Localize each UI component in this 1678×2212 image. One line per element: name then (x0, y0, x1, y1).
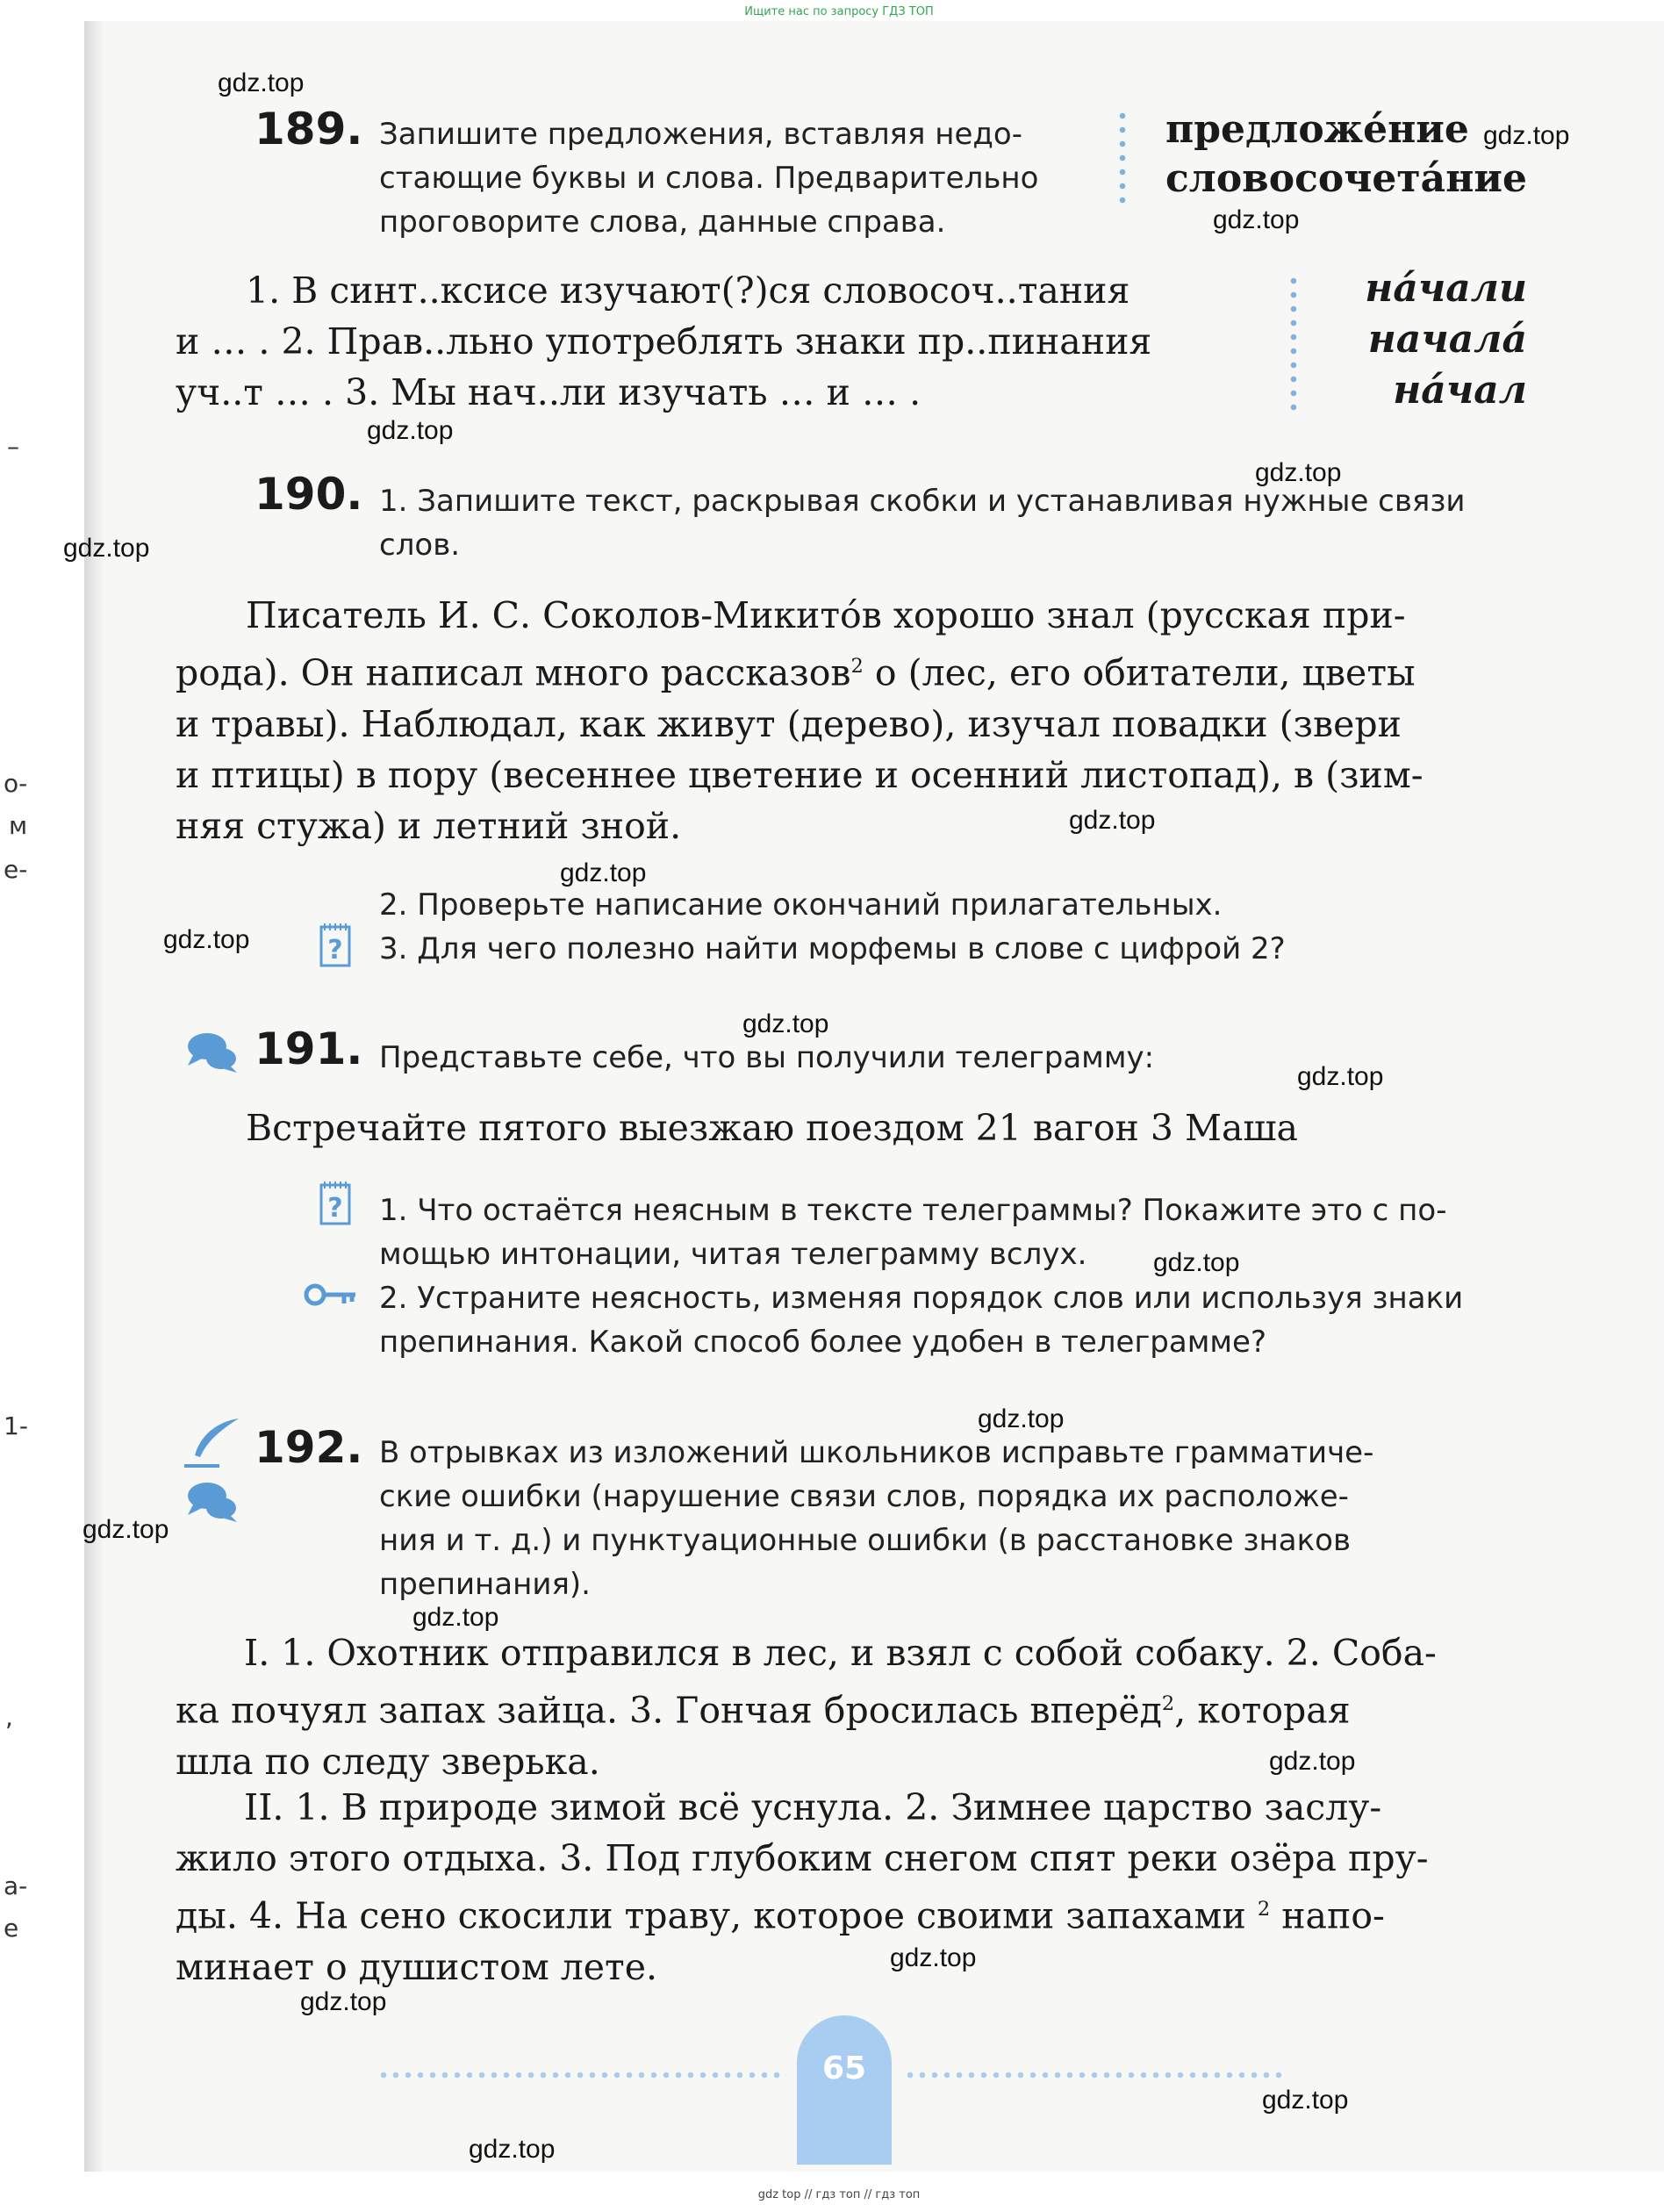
text-line: 1. В синт..ксисе изучают(?)ся словосоч..тания (246, 269, 1130, 312)
text-line: минает о душистом лете. (176, 1945, 658, 1988)
page-number-dots-left (377, 2072, 786, 2079)
chat-icon (184, 1031, 239, 1074)
exercise-190-task-2: 2. Проверьте написание окончаний прилагательных. (379, 887, 1223, 923)
exercise-191-task-2 (379, 1276, 1529, 1364)
watermark: gdz.top (560, 858, 647, 887)
text-line: и птицы) в пору (весеннее цветение и осенний листопад), в (зим- (176, 753, 1423, 796)
text-line: шла по следу зверька. (176, 1740, 600, 1783)
footer-note: gdz top // гдз топ // гдз топ (757, 2188, 921, 2201)
stress-word: началá (1367, 317, 1527, 362)
instruction-line: слов. (379, 528, 461, 563)
margin-fragment: – (7, 432, 19, 461)
watermark: gdz.top (890, 1943, 977, 1972)
chat-icon (184, 1480, 239, 1524)
watermark: gdz.top (367, 416, 454, 445)
text-line: и … . 2. Прав..льно употреблять знаки пр..пинания (176, 320, 1152, 363)
instruction-line: препинания). (379, 1567, 591, 1602)
instruction-line: ские ошибки (нарушение связи слов, порядка их расположе- (379, 1479, 1349, 1514)
watermark: gdz.top (82, 1515, 169, 1544)
margin-fragment: , (5, 1703, 13, 1732)
watermark: gdz.top (1255, 458, 1342, 487)
text-span: рода). Он написал много рассказов (176, 651, 851, 694)
instruction-line: ния и т. д.) и пунктуационные ошибки (в расстановке знаков (379, 1523, 1351, 1558)
dotted-divider (1119, 109, 1126, 207)
exercise-191-task-1 (379, 1189, 1529, 1276)
footnote-mark: 2 (1257, 1898, 1271, 1921)
text-span: , которая (1174, 1689, 1351, 1732)
vocabulary-words (1165, 105, 1527, 204)
instruction-line: стающие буквы и слова. Предварительно (379, 161, 1039, 196)
telegram-text: Встречайте пятого выезжаю поездом 21 вагон 3 Маша (246, 1107, 1298, 1149)
watermark: gdz.top (1297, 1062, 1384, 1091)
dotted-divider (1290, 274, 1297, 414)
exercise-189-text (176, 265, 1194, 418)
exercise-192-number: 192. (255, 1422, 363, 1473)
watermark: gdz.top (1153, 1248, 1240, 1277)
quill-icon (181, 1415, 242, 1469)
task-line: мощью интонации, читая телеграмму вслух. (379, 1237, 1087, 1272)
margin-fragment: е (4, 1914, 19, 1943)
watermark: gdz.top (1483, 121, 1570, 150)
svg-text:?: ? (327, 935, 343, 966)
stress-word: нáчал (1393, 368, 1527, 413)
page-number: 65 (821, 2050, 867, 2086)
exercise-190-text (176, 590, 1545, 851)
header-note: Ищите нас по запросу ГДЗ ТОП (744, 5, 934, 18)
text-line: Писатель И. С. Соколов-Микитóв хорошо знал (русская при- (246, 594, 1406, 636)
text-span: напо- (1270, 1894, 1385, 1937)
watermark: gdz.top (412, 1603, 499, 1632)
text-span: о (лес, его обитатели, цветы (874, 651, 1416, 694)
vocab-word: словосочетáние (1165, 156, 1528, 201)
margin-fragment: а- (4, 1871, 28, 1900)
exercise-191-instruction: Представьте себе, что вы получили телеграмму: (379, 1040, 1155, 1075)
vocab-word: предложéние (1165, 107, 1469, 152)
question-icon (319, 1180, 351, 1225)
text-line: и травы). Наблюдал, как живут (дерево), изучал повадки (звери (176, 702, 1402, 745)
watermark: gdz.top (1262, 2086, 1349, 2115)
svg-text:?: ? (327, 1193, 343, 1224)
text-line: жило этого отдыха. 3. Под глубоким снегом спят реки озёра пру- (176, 1837, 1429, 1879)
instruction-line: проговорите слова, данные справа. (379, 205, 946, 240)
exercise-190-number: 190. (255, 469, 363, 520)
text-line: няя стужа) и летний зной. (176, 804, 682, 847)
margin-fragment: 1- (4, 1411, 28, 1440)
key-icon (304, 1282, 358, 1308)
watermark: gdz.top (1213, 205, 1300, 234)
instruction-line: В отрывках из изложений школьников исправьте грамматиче- (379, 1435, 1374, 1470)
exercise-189-instruction (379, 112, 1072, 244)
watermark: gdz.top (63, 534, 150, 563)
page-number-dots-right (904, 2072, 1287, 2079)
margin-fragment: м (9, 811, 28, 840)
stress-words (1316, 263, 1527, 416)
exercise-191-number: 191. (255, 1023, 363, 1074)
text-line: уч..т … . 3. Мы нач..ли изучать … и … . (176, 371, 921, 413)
watermark: gdz.top (1269, 1747, 1356, 1776)
watermark: gdz.top (469, 2135, 556, 2164)
exercise-189-number: 189. (255, 104, 363, 154)
margin-fragment: е- (4, 855, 28, 884)
watermark: gdz.top (218, 68, 305, 97)
watermark: gdz.top (978, 1404, 1065, 1433)
watermark: gdz.top (300, 1987, 387, 2016)
watermark: gdz.top (742, 1009, 829, 1038)
footnote-mark: 2 (850, 655, 864, 678)
text-line: II. 1. В природе зимой всё уснула. 2. Зимнее царство заслу- (244, 1786, 1382, 1828)
instruction-line: 1. Запишите текст, раскрывая скобки и устанавливая нужные связи (379, 484, 1466, 519)
footnote-mark: 2 (1161, 1692, 1175, 1715)
task-line: препинания. Какой способ более удобен в телеграмме? (379, 1325, 1266, 1360)
exercise-190-task-3: 3. Для чего полезно найти морфемы в слове с цифрой 2? (379, 931, 1286, 966)
margin-fragment: о- (4, 769, 28, 798)
question-icon (319, 922, 351, 967)
watermark: gdz.top (163, 925, 250, 954)
exercise-190-instruction (379, 479, 1529, 567)
exercise-192-part-2 (176, 1782, 1545, 1993)
page-spine-shadow (84, 21, 104, 2172)
exercise-192-instruction (379, 1431, 1529, 1606)
text-span: ды. 4. На сено скосили траву, которое своими запахами (176, 1894, 1246, 1937)
task-line: 1. Что остаётся неясным в тексте телеграммы? Покажите это с по- (379, 1193, 1447, 1228)
page-number-tab (797, 2015, 892, 2165)
instruction-line: Запишите предложения, вставляя недо- (379, 117, 1022, 152)
task-line: 2. Устраните неясность, изменяя порядок слов или используя знаки (379, 1281, 1464, 1316)
stress-word: нáчали (1365, 266, 1527, 311)
text-span: ка почуял запах зайца. 3. Гончая бросилась вперёд (176, 1689, 1162, 1732)
text-line: I. 1. Охотник отправился в лес, и взял с собой собаку. 2. Соба- (244, 1632, 1437, 1674)
watermark: gdz.top (1069, 806, 1156, 835)
